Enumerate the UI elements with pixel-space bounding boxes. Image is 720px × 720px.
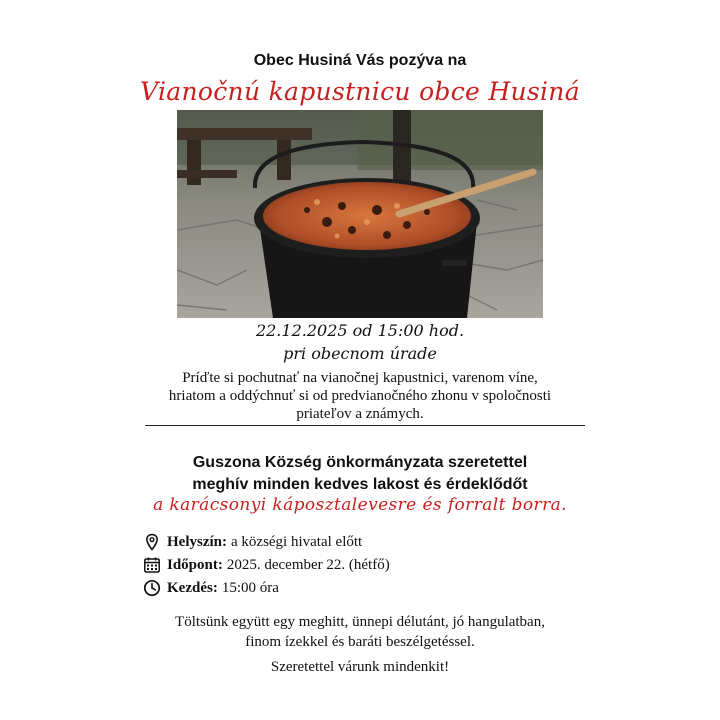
section-divider <box>145 425 585 426</box>
detail-label: Helyszín: <box>167 533 227 550</box>
closing-line: Töltsünk együtt egy meghitt, ünnepi délutánt, jó hangulatban, <box>175 614 545 630</box>
calendar-icon <box>143 556 161 574</box>
farewell-text: Szeretettel várunk mindenkit! <box>270 659 450 675</box>
hungarian-heading-line: meghív minden kedves lakost és érdeklődőt <box>192 476 528 493</box>
description-line: Príďte si pochutnať na vianočnej kapustnici, varenom víne, <box>182 370 538 386</box>
detail-label: Kezdés: <box>167 579 218 596</box>
detail-start <box>143 579 279 597</box>
event-place: pri obecnom úrade <box>283 344 437 363</box>
detail-value: a községi hivatal előtt <box>231 533 363 550</box>
closing-line: finom ízekkel és baráti beszélgetéssel. <box>245 634 475 650</box>
detail-value: 15:00 óra <box>221 579 279 596</box>
event-date: 22.12.2025 od 15:00 hod. <box>255 321 465 340</box>
detail-value: 2025. december 22. (hétfő) <box>226 556 390 573</box>
hungarian-heading <box>0 452 720 496</box>
invitation-intro: Obec Husiná Vás pozýva na <box>253 52 467 69</box>
event-title: Vianočnú kapustnicu obce Husiná <box>140 77 580 106</box>
closing-text <box>0 612 720 652</box>
detail-time <box>143 556 390 574</box>
soup-pot-photo <box>177 110 543 318</box>
detail-label: Időpont: <box>167 556 223 573</box>
location-pin-icon <box>143 533 161 551</box>
description-line: priateľov a známych. <box>296 406 424 422</box>
event-description <box>0 369 720 423</box>
clock-icon <box>143 579 161 597</box>
hungarian-event-title: a karácsonyi káposztalevesre és forralt borra. <box>153 495 567 515</box>
description-line: hriatom a oddýchnuť si od predvianočného zhonu v spoločnosti <box>168 388 552 404</box>
detail-location <box>143 533 362 551</box>
hungarian-heading-line: Guszona Község önkormányzata szeretettel <box>192 454 528 471</box>
soup-pot-illustration <box>177 110 543 318</box>
